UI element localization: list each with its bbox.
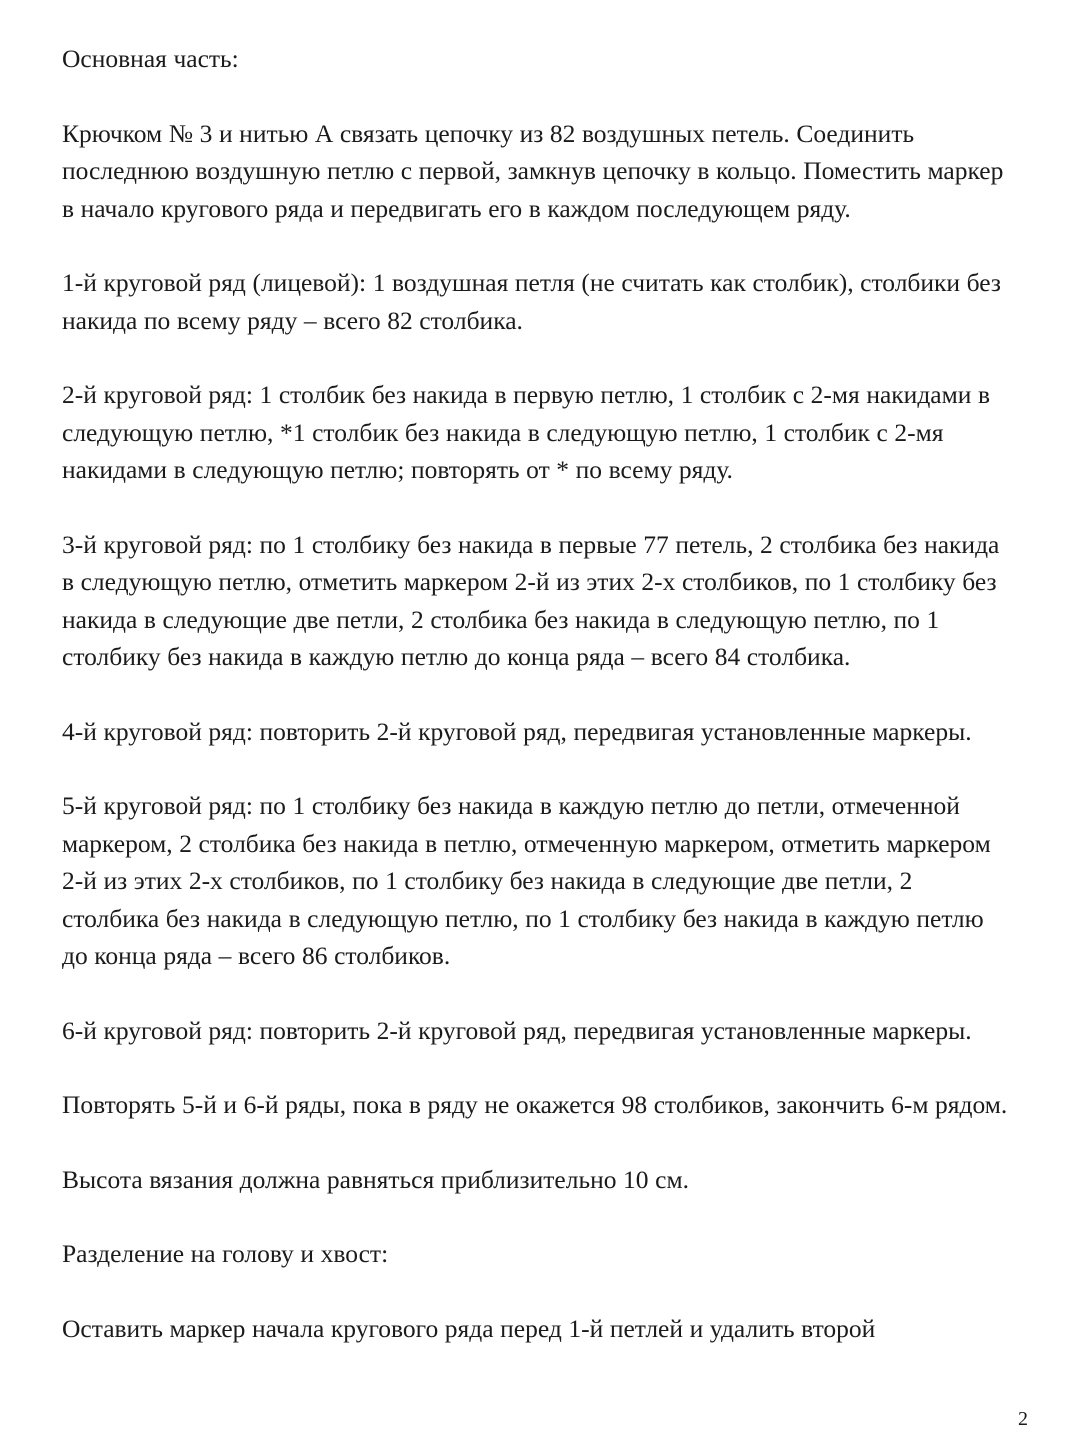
document-text-body [62, 40, 1014, 1347]
paragraph-round-6: 6-й круговой ряд: повторить 2-й круговой ряд, передвигая установленные маркеры. [62, 1015, 972, 1045]
paragraph-round-1: 1-й круговой ряд (лицевой): 1 воздушная петля (не считать как столбик), столбики без накида по всему ряду – всего 82 столбика. [62, 268, 1001, 335]
paragraph-round-5: 5-й круговой ряд: по 1 столбику без накида в каждую петлю до петли, отмеченной маркером, 2 столбика без накида в петлю, отмеченную маркером, отметить маркером 2-й из этих 2-х столбиков, по 1 столбику без накида в следующие две петли, 2 столбика без накида в следующую петлю, по 1 столбику без накида в каждую петлю до конца ряда – всего 86 столбиков. [62, 791, 991, 970]
paragraph-foundation-chain-instructions: Крючком № 3 и нитью А связать цепочку из 82 воздушных петель. Соединить последнюю воздушную петлю с первой, замкнув цепочку в кольцо. Поместить маркер в начало кругового ряда и передвигать его в каждом последующем ряду. [62, 118, 1004, 223]
paragraph-round-3: 3-й круговой ряд: по 1 столбику без накида в первые 77 петель, 2 столбика без накида в следующую петлю, отметить маркером 2-й из этих 2-х столбиков, по 1 столбику без накида в следующие две петли, 2 столбика без накида в следующую петлю, по 1 столбику без накида в каждую петлю до конца ряда – всего 84 столбика. [62, 529, 1000, 671]
paragraph-round-4: 4-й круговой ряд: повторить 2-й круговой ряд, передвигая установленные маркеры. [62, 716, 972, 746]
section-heading-main-part: Основная часть: [62, 44, 239, 73]
paragraph-split-instruction: Оставить маркер начала кругового ряда перед 1-й петлей и удалить второй [62, 1313, 876, 1343]
section-heading-split: Разделение на голову и хвост: [62, 1239, 389, 1268]
paragraph-height-note: Высота вязания должна равняться приблизительно 10 см. [62, 1164, 689, 1194]
paragraph-repeat-instruction: Повторять 5-й и 6-й ряды, пока в ряду не окажется 98 столбиков, закончить 6-м рядом. [62, 1090, 1008, 1119]
page-number: 2 [1018, 1408, 1028, 1430]
paragraph-round-2: 2-й круговой ряд: 1 столбик без накида в первую петлю, 1 столбик с 2-мя накидами в следующую петлю, *1 столбик без накида в следующую петлю, 1 столбик с 2-мя накидами в следующую петлю; повторять от * по всему ряду. [62, 380, 991, 484]
